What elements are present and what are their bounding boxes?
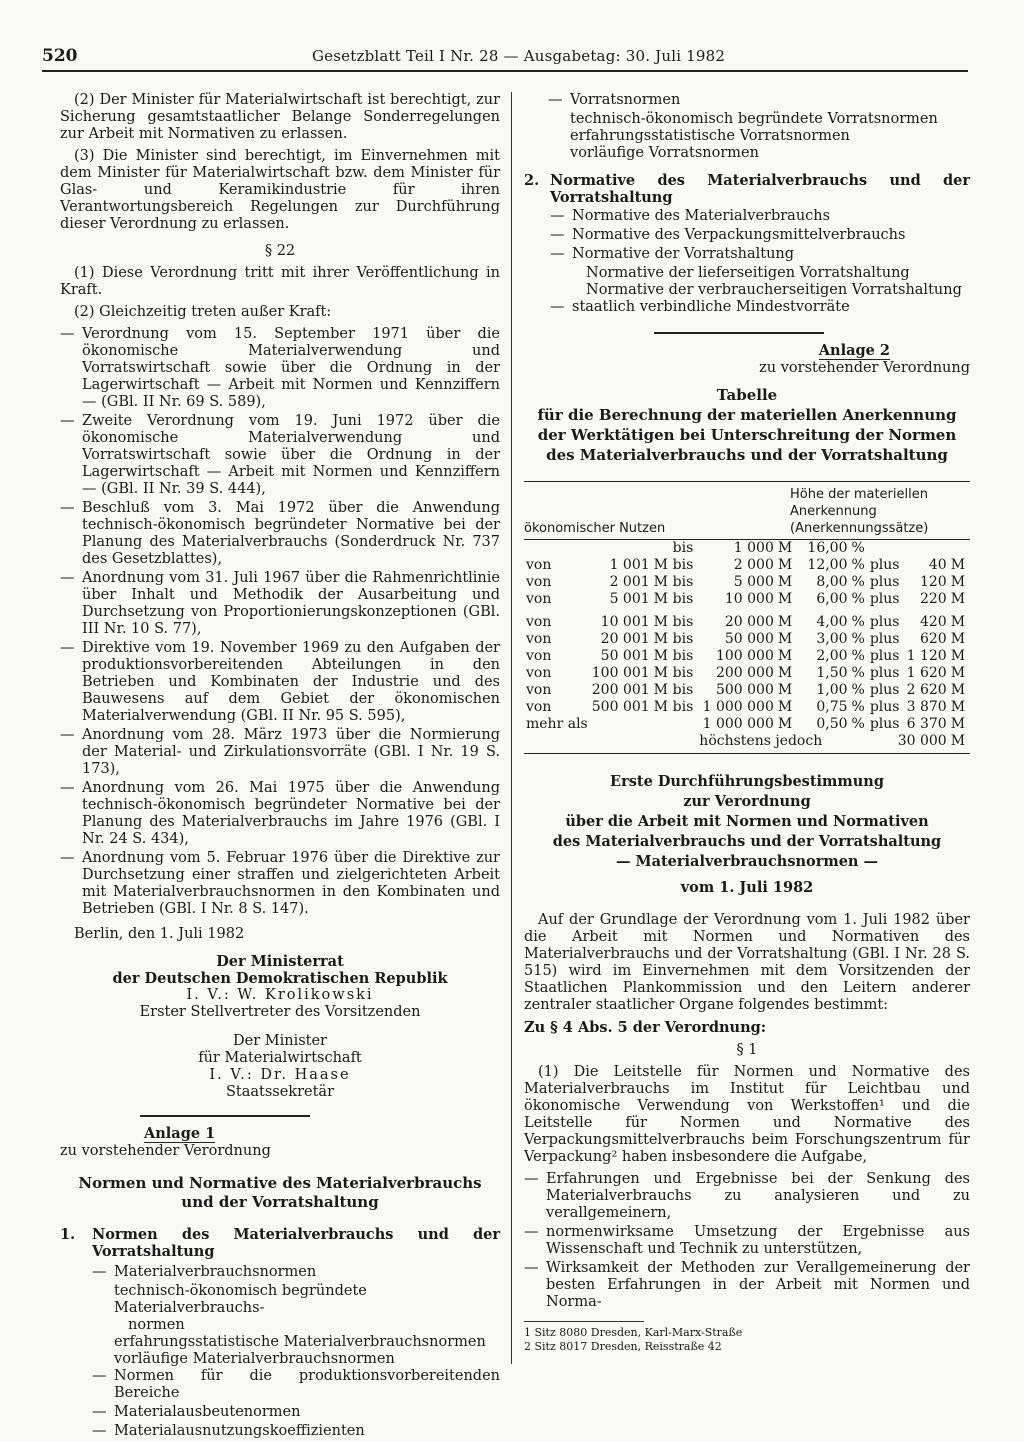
paragraph-2: (2) Der Minister für Materialwirtschaft ist berechtigt, zur Sicherung gesamtstaatlicher Belange Sonderregelungen zur Arbeit mit Normativen zu erlassen. — [60, 92, 500, 142]
list-subitem: vorläufige Vorratsnormen — [570, 145, 759, 161]
table-cell-pre: von — [526, 591, 552, 607]
table-cell-pre: von — [526, 631, 552, 647]
list-subitem: Normative der verbraucherseitigen Vorratshaltung — [586, 282, 962, 298]
table-cell-m1: M — [653, 665, 669, 681]
table-cell-pre: von — [526, 665, 552, 681]
table-cell-plus: plus — [869, 716, 900, 732]
table-cell-m3: M — [950, 699, 966, 715]
table-cell-to: 20 000 — [724, 614, 774, 630]
column-divider — [511, 92, 512, 1364]
signatory-title: Erster Stellvertreter des Vorsitzenden — [139, 1004, 421, 1020]
anlage-1-heading: Normen und Normative des Materialverbrauchs und der Vorratshaltung — [78, 1174, 482, 1211]
table-cell-m2: M — [777, 631, 793, 647]
table-cell-bis: bis — [672, 631, 694, 647]
table-cell-sign: % — [851, 682, 865, 698]
table-cell-m2: M — [777, 665, 793, 681]
table-cell-m2: M — [777, 614, 793, 630]
table-cell-pre: von — [526, 648, 552, 664]
table-cell-plus: plus — [869, 648, 900, 664]
table-cell-bis: bis — [672, 574, 694, 590]
anlage-2-subtitle: zu vorstehender Verordnung — [759, 360, 970, 376]
column-header: ökonomischer Nutzen — [524, 521, 666, 536]
table-cell-bis: bis — [672, 557, 694, 573]
table-cell-plus: plus — [869, 665, 900, 681]
table-row — [524, 631, 970, 648]
table-cell-to: 100 000 — [715, 648, 774, 664]
list-item: — Normen für die produktionsvorbereitenden Bereiche — [92, 1368, 500, 1401]
table-row — [524, 682, 970, 699]
table-cell-amt: 1 620 — [906, 665, 947, 681]
db-tasks-list — [524, 1171, 970, 1311]
table-cell-m3: M — [950, 648, 966, 664]
calculation-table — [524, 540, 970, 750]
table-cell-amt — [904, 540, 949, 557]
table-cell-pre: von — [526, 574, 552, 590]
table-cell-amount: 30 000 — [897, 733, 947, 749]
list-item: — Wirksamkeit der Methoden zur Verallgemeinerung der besten Erfahrungen in der Arbeit mit Normen und Norma- — [524, 1260, 970, 1310]
list-1-continued — [524, 92, 970, 162]
table-cell-m3: M — [950, 591, 966, 607]
table-cell-m3: M — [950, 557, 966, 573]
table-cell-from: 2 001 — [609, 574, 650, 590]
table-cell-plus: plus — [869, 557, 900, 573]
table-cell-m1: M — [653, 614, 669, 630]
db-section-label: Zu § 4 Abs. 5 der Verordnung: — [524, 1019, 767, 1036]
table-cell-plus — [868, 540, 904, 557]
signature-block-minister — [60, 1033, 500, 1101]
anlage-1-subtitle: zu vorstehender Verordnung — [60, 1143, 271, 1159]
table-cell-to: 1 000 — [733, 540, 774, 556]
table-cell-pct: 3,00 — [816, 631, 848, 647]
table-cell-m1 — [652, 540, 671, 557]
table-row — [524, 574, 970, 591]
place-date: Berlin, den 1. Juli 1982 — [74, 926, 245, 942]
table-cell-from: 50 001 — [600, 648, 650, 664]
list-item: — Vorratsnormen — [548, 92, 681, 108]
anlage-1-label: Anlage 1 — [144, 1125, 216, 1142]
table-cell-pct: 0,75 — [816, 699, 848, 715]
table-cell-from: 100 001 — [591, 665, 650, 681]
list-subitem: technisch-ökonomisch begründete Vorratsnormen — [570, 111, 938, 127]
table-cell-amt: 2 620 — [906, 682, 947, 698]
table-row — [524, 665, 970, 682]
table-cell-unit: M — [950, 733, 966, 749]
table-cell-amt: 40 — [928, 557, 947, 573]
table-row — [524, 699, 970, 716]
table-cell-amt: 3 870 — [906, 699, 947, 715]
table-cell-from — [590, 716, 652, 733]
separator-rule — [140, 1115, 310, 1117]
page-header — [42, 46, 968, 72]
table-cell-bis: bis — [672, 614, 694, 630]
section-22-heading: § 22 — [264, 243, 296, 259]
table-cell-m3: M — [950, 665, 966, 681]
signatory-title: Staatssekretär — [225, 1084, 335, 1100]
table-cell-m2: M — [777, 574, 793, 590]
table-cell-amt: 120 — [919, 574, 947, 590]
list-item: — Zweite Verordnung vom 19. Juni 1972 über die ökonomische Materialverwendung und Vorratswirtschaft sowie über die Ordnung in der Lagerwirtschaft — Arbeit mit Normen und Kennziffern — (GBl. II Nr. 39 S. 444), — [60, 413, 500, 497]
table-cell-from: 500 001 — [591, 699, 650, 715]
list-item: — Normative des Verpackungsmittelverbrauchs — [550, 227, 906, 243]
page-number: 520 — [42, 46, 78, 66]
table-header — [524, 481, 970, 540]
table-cell-to: 500 000 — [715, 682, 774, 698]
table-cell-pct: 1,00 — [816, 682, 848, 698]
footnote-2: 2 Sitz 8017 Dresden, Reisstraße 42 — [524, 1340, 722, 1353]
list-item: — Direktive vom 19. November 1969 zu den Aufgaben der produktionsvorbereitenden Abteilungen in den Betrieben und Kombinaten der Industrie und des Bauwesens auf dem Gebiet der ökonomischen Materialverwendung (GBl. II Nr. 95 S. 595), — [60, 640, 500, 724]
table-cell-m3: M — [950, 682, 966, 698]
table-cell-label: höchstens jedoch — [699, 733, 823, 749]
table-cell-m1 — [652, 716, 671, 733]
table-cell-amt: 220 — [919, 591, 947, 607]
table-cell-bis: bis — [672, 591, 694, 607]
footnotes — [524, 1321, 743, 1354]
table-cell-pct: 6,00 — [816, 591, 848, 607]
list-2 — [524, 208, 970, 316]
table-row — [524, 557, 970, 574]
table-row — [524, 648, 970, 665]
table-cell-plus: plus — [869, 699, 900, 715]
table-cell-m3: M — [950, 631, 966, 647]
list-item: — normenwirksame Umsetzung der Ergebnisse aus Wissenschaft und Technik zu unterstützen, — [524, 1224, 970, 1257]
table-cell-m1: M — [653, 631, 669, 647]
table-cell-m1: M — [653, 682, 669, 698]
table-cell-sign: % — [851, 614, 865, 630]
list-subitem: normen — [128, 1317, 185, 1333]
signatory-name: I. V.: W. Krolikowski — [186, 987, 374, 1003]
list-item: — Anordnung vom 26. Mai 1975 über die Anwendung technisch-ökonomisch begründeter Normative bei der Planung des Materialverbrauchs im Jahre 1976 (GBl. I Nr. 24 S. 434), — [60, 780, 500, 847]
table-cell-to: 1 000 000 — [702, 699, 774, 715]
list-item: — Normative des Materialverbrauchs — [550, 208, 831, 224]
table-cell-sign: % — [851, 648, 865, 664]
section-22-para-2: (2) Gleichzeitig treten außer Kraft: — [74, 304, 332, 320]
list-item: — Materialverbrauchsnormen — [92, 1264, 317, 1280]
list-item: — Normative der Vorratshaltung — [550, 246, 795, 262]
table-cell-m2: M — [777, 540, 793, 556]
paragraph-3: (3) Die Minister sind berechtigt, im Einvernehmen mit dem Minister für Materialwirtschaft bzw. dem Minister für Glas- und Keramikindustrie für ihren Verantwortungsbereich Regelungen zur Durchführung dieser Verordnung zu erlassen. — [60, 148, 500, 232]
section-22-para-1: (1) Diese Verordnung tritt mit ihrer Veröffentlichung in Kraft. — [60, 265, 500, 298]
table-cell-pre — [524, 540, 590, 557]
signature-block-council — [60, 953, 500, 1021]
list-subitem: vorläufige Materialverbrauchsnormen — [114, 1351, 395, 1367]
table-cell-plus: plus — [869, 574, 900, 590]
table-cell-to: 10 000 — [724, 591, 774, 607]
table-cell-bis: bis — [672, 665, 694, 681]
list-1 — [60, 1264, 500, 1440]
list-item: — staatlich verbindliche Mindestvorräte — [550, 299, 850, 315]
table-cell-sign: % — [851, 631, 865, 647]
anlage-2-label: Anlage 2 — [818, 342, 890, 359]
table-cell-bis: bis — [672, 648, 694, 664]
signature-line: Der Minister — [233, 1033, 327, 1049]
list-item: — Verordnung vom 15. September 1971 über die ökonomische Materialverwendung und Vorratswirtschaft sowie über die Ordnung in der Lagerwirtschaft — Arbeit mit Normen und Kennziffern — (GBl. II Nr. 69 S. 589), — [60, 326, 500, 410]
table-row — [524, 611, 970, 631]
table-cell-plus: plus — [869, 591, 900, 607]
table-cell-m2: M — [777, 682, 793, 698]
table-cell-bis — [671, 716, 698, 733]
table-cell-m1: M — [653, 648, 669, 664]
table-cell-m2: M — [777, 591, 793, 607]
table-cell-pct: 0,50 — [816, 716, 848, 732]
table-cell-pre: von — [526, 614, 552, 630]
table-cell-pct: 1,50 — [816, 665, 848, 681]
table-cell-pre: von — [526, 699, 552, 715]
signature-line: für Materialwirtschaft — [198, 1050, 362, 1066]
table-cell-m3: M — [950, 716, 966, 732]
db-section-1-heading: § 1 — [736, 1042, 758, 1058]
table-cell-m1: M — [653, 591, 669, 607]
table-cell-amt: 6 370 — [906, 716, 947, 732]
list-item: — Anordnung vom 31. Juli 1967 über die Rahmenrichtlinie über Inhalt und Methodik der Ausarbeitung und Durchsetzung von Proportionierungskonzeptionen (GBl. III Nr. 10 S. 77), — [60, 570, 500, 637]
table-cell-plus: plus — [869, 682, 900, 698]
table-cell-m2: M — [777, 648, 793, 664]
table-cell-to: 1 000 000 — [702, 716, 774, 732]
table-cell-sign: % — [851, 699, 865, 715]
table-cell-pre: von — [526, 682, 552, 698]
list-item: — Beschluß vom 3. Mai 1972 über die Anwendung technisch-ökonomisch begründeter Normative bei der Planung des Materialverbrauchs (Sonderdruck Nr. 737 des Gesetzblattes), — [60, 500, 500, 567]
list-subitem: erfahrungsstatistische Vorratsnormen — [570, 128, 850, 144]
list-1-title: 1. Normen des Materialverbrauchs und der Vorratshaltung — [60, 1226, 500, 1260]
list-item: — Materialausbeutenormen — [92, 1404, 301, 1420]
db-intro: Auf der Grundlage der Verordnung vom 1. Juli 1982 über die Arbeit mit Normen und Normativen des Materialverbrauchs und der Vorratshaltung (GBl. I Nr. 28 S. 515) wird im Einvernehmen mit dem Vorsitzenden der Staatlichen Plankommission und den Leitern anderer zentraler staatlicher Organe folgendes bestimmt: — [524, 912, 970, 1013]
table-cell-sign: % — [851, 540, 865, 556]
table-cell-sign: % — [851, 665, 865, 681]
list-item: — Anordnung vom 28. März 1973 über die Normierung der Material- und Zirkulationsvorräte (GBl. I Nr. 19 S. 173), — [60, 727, 500, 777]
table-row-maximum — [524, 733, 970, 750]
list-item: — Materialausnutzungskoeffizienten — [92, 1423, 365, 1439]
table-row — [524, 591, 970, 611]
table-cell-from — [590, 540, 652, 557]
table-cell-bis: bis — [672, 699, 694, 715]
list-item: — Anordnung vom 5. Februar 1976 über die Direktive zur Durchsetzung einer straffen und zielgerichteten Arbeit mit Materialverbrauchsnormen in den Kombinaten und Betrieben (GBl. I Nr. 8 S. 147). — [60, 850, 500, 917]
list-2-title: 2. Normative des Materialverbrauchs und der Vorratshaltung — [524, 172, 970, 206]
table-cell-bis: bis — [672, 682, 694, 698]
table-cell-m2: M — [777, 557, 793, 573]
signature-line: der Deutschen Demokratischen Republik — [112, 970, 448, 987]
table-cell-sign: % — [851, 574, 865, 590]
list-item: — Erfahrungen und Ergebnisse bei der Senkung des Materialverbrauchs zu analysieren und zu verallgemeinern, — [524, 1171, 970, 1221]
table-cell-sign: % — [851, 557, 865, 573]
table-cell-sign: % — [851, 716, 865, 732]
db-para-1: (1) Die Leitstelle für Normen und Normative des Materialverbrauchs im Institut für Leichtbau und ökonomische Verwendung von Werkstoffen¹ und die Leitstelle für Normen und Normative des Verpackungsmittelverbrauchs beim Forschungszentrum für Verpackung² haben insbesondere die Aufgabe, — [524, 1064, 970, 1165]
repealed-list — [60, 326, 500, 918]
table-heading: Tabelle für die Berechnung der materiellen Anerkennung der Werktätigen bei Unterschreitung der Normen des Materialverbrauchs und der Vorratshaltung — [537, 386, 957, 464]
table-cell-m1: M — [653, 557, 669, 573]
table-cell-plus: plus — [869, 631, 900, 647]
footnote-1: 1 Sitz 8080 Dresden, Karl-Marx-Straße — [524, 1326, 743, 1339]
running-title: Gesetzblatt Teil I Nr. 28 — Ausgabetag: 30. Juli 1982 — [312, 47, 726, 65]
table-bottom-rule — [524, 752, 970, 754]
db-heading: Erste Durchführungsbestimmung zur Verordnung über die Arbeit mit Normen und Normativen des Materialverbrauchs und der Vorratshaltung — Materialverbrauchsnormen — vom 1. Juli 1982 — [552, 773, 942, 896]
table-cell-to: 50 000 — [724, 631, 774, 647]
table-cell-to: 5 000 — [733, 574, 774, 590]
right-column — [524, 92, 970, 1354]
table-cell-m1: M — [653, 699, 669, 715]
table-cell-from: 200 001 — [591, 682, 650, 698]
table-cell-plus: plus — [869, 614, 900, 630]
table-cell-from: 1 001 — [609, 557, 650, 573]
table-cell-from: 20 001 — [600, 631, 650, 647]
table-cell-m2: M — [777, 716, 793, 732]
table-cell-m3: M — [950, 614, 966, 630]
table-cell-m1: M — [653, 574, 669, 590]
signatory-name: I. V.: Dr. Haase — [209, 1067, 351, 1083]
table-cell-from: 5 001 — [609, 591, 650, 607]
table-cell-pct: 16,00 — [807, 540, 848, 556]
table-cell-m3 — [949, 540, 970, 557]
table-cell-amt: 420 — [919, 614, 947, 630]
list-subitem: Normative der lieferseitigen Vorratshaltung — [586, 265, 910, 281]
table-row — [524, 716, 970, 733]
separator-rule — [654, 332, 824, 334]
table-row — [524, 540, 970, 557]
column-header: Höhe der materiellen Anerkennung (Anerkennungssätze) — [790, 487, 929, 536]
table-cell-pre: von — [526, 557, 552, 573]
table-cell-pct: 12,00 — [807, 557, 848, 573]
list-subitem: erfahrungsstatistische Materialverbrauchsnormen — [114, 1334, 486, 1350]
table-cell-pre: mehr als — [526, 716, 588, 732]
table-cell-m2: M — [777, 699, 793, 715]
table-cell-m3: M — [950, 574, 966, 590]
table-cell-pct: 2,00 — [816, 648, 848, 664]
table-cell-sign: % — [851, 591, 865, 607]
table-cell-pct: 4,00 — [816, 614, 848, 630]
table-cell-to: 200 000 — [715, 665, 774, 681]
table-cell-bis: bis — [672, 540, 694, 556]
table-cell-to: 2 000 — [733, 557, 774, 573]
table-cell-from: 10 001 — [600, 614, 650, 630]
table-cell-amt: 1 120 — [906, 648, 947, 664]
list-subitem: technisch-ökonomisch begründete Materialverbrauchs- — [114, 1283, 367, 1316]
left-column — [60, 92, 500, 1442]
table-cell-pct: 8,00 — [816, 574, 848, 590]
table-cell-amt: 620 — [919, 631, 947, 647]
signature-line: Der Ministerrat — [216, 953, 344, 970]
